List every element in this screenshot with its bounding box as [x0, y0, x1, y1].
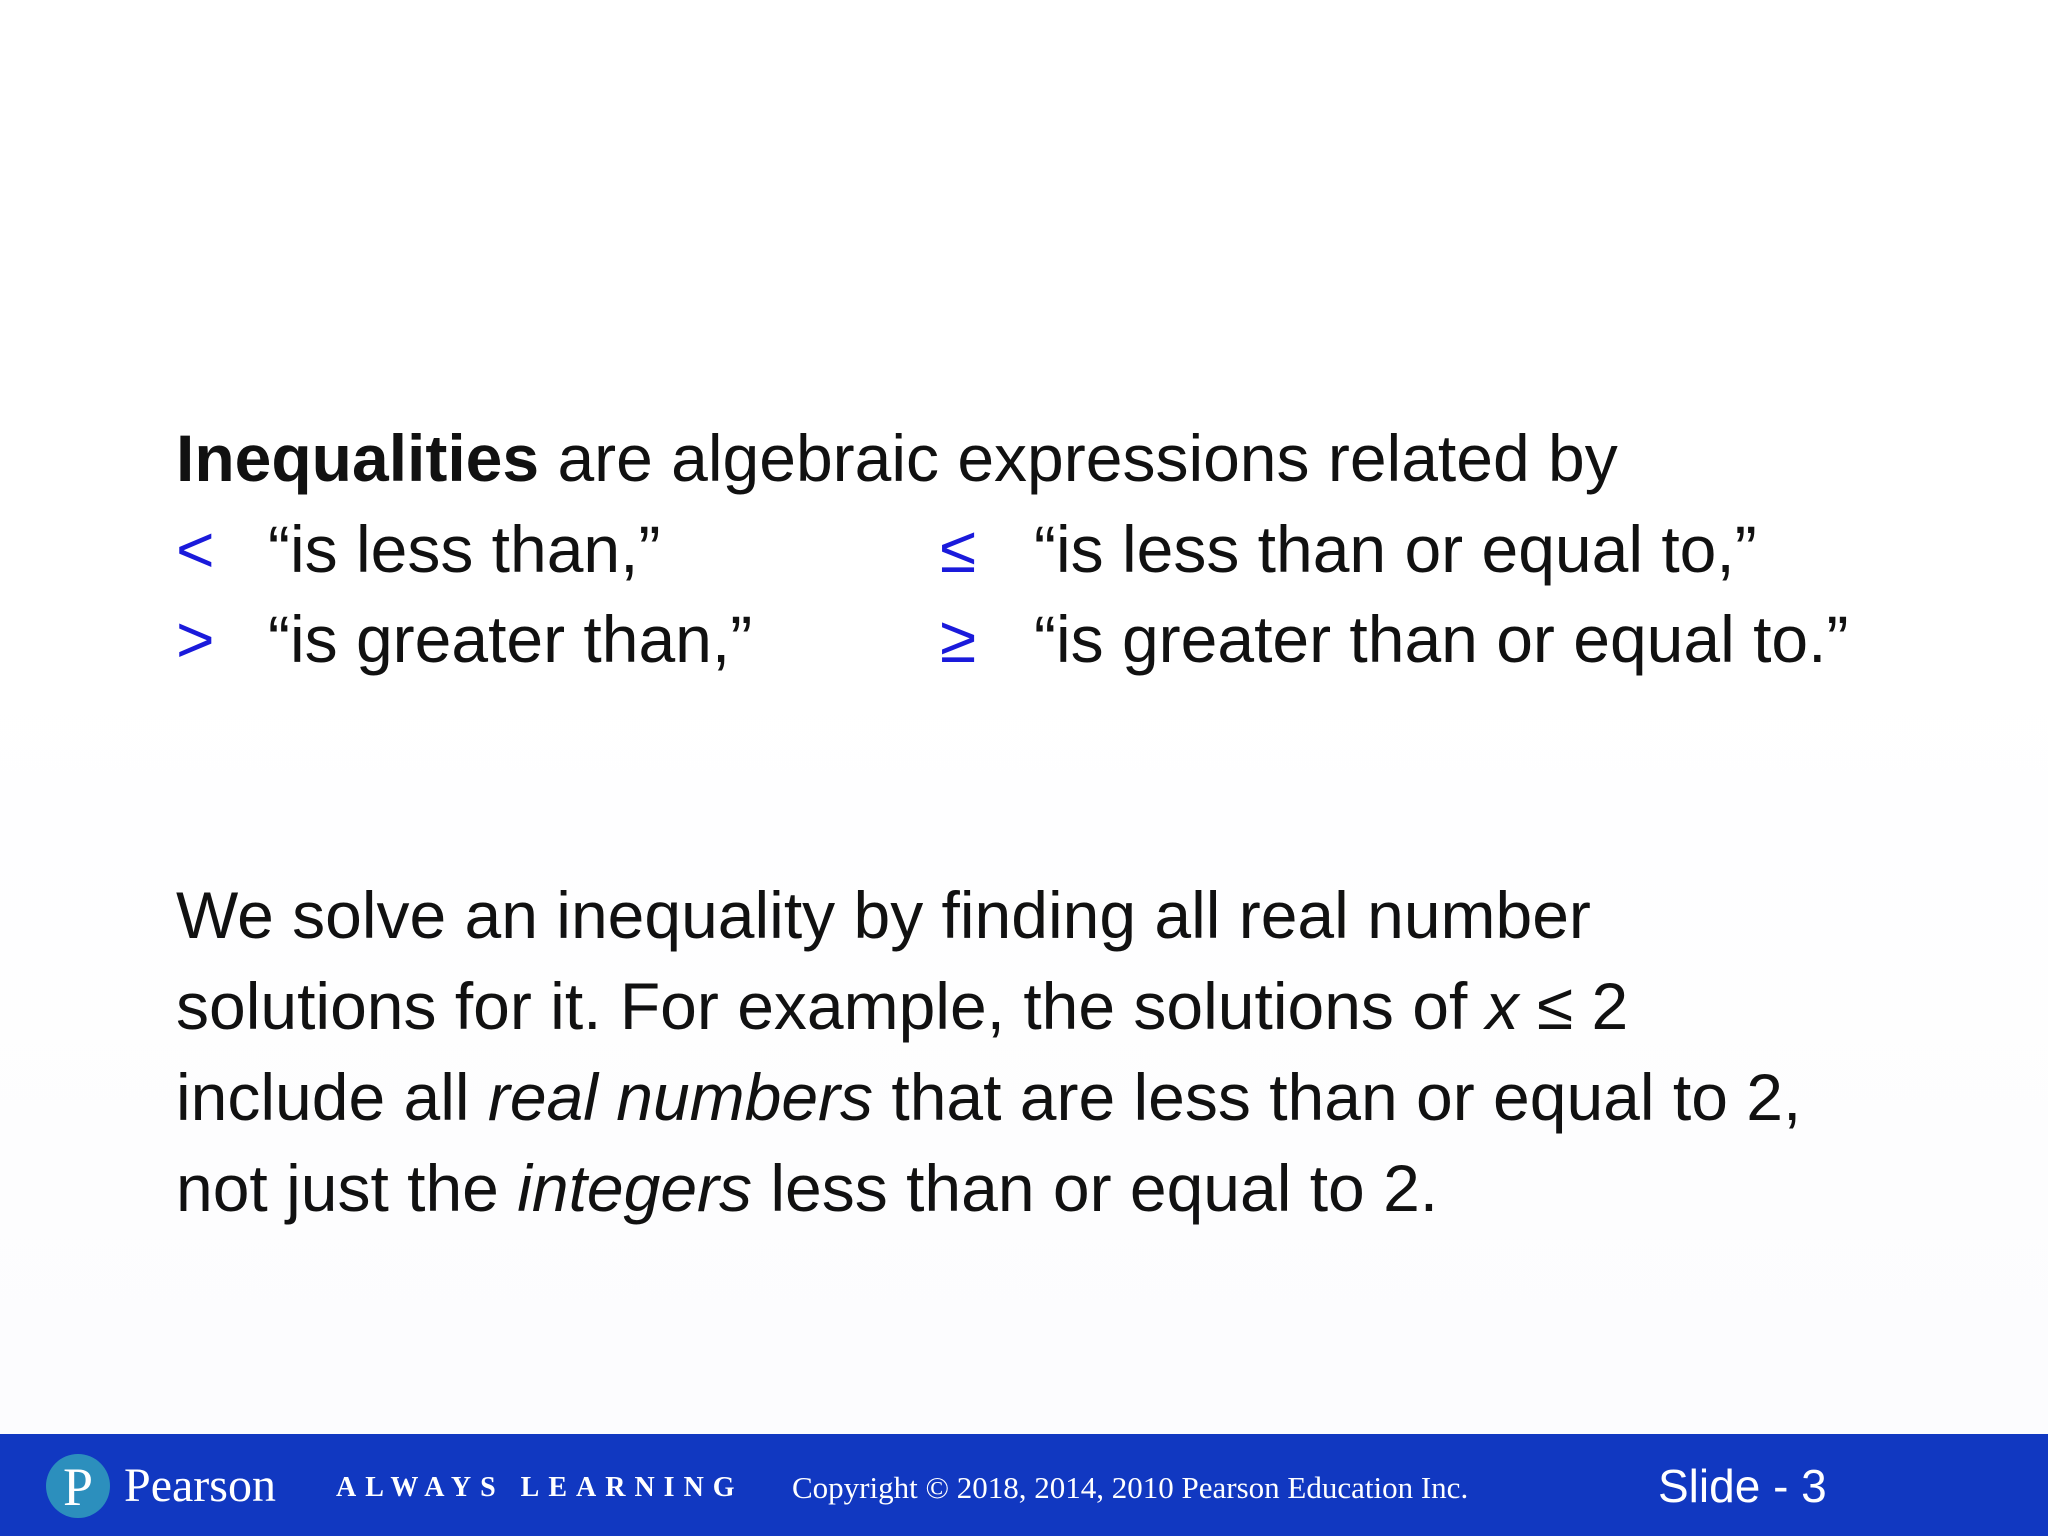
copyright-notice: Copyright © 2018, 2014, 2010 Pearson Education Inc. — [792, 1470, 1469, 1505]
emphasis-real-numbers: real numbers — [487, 1060, 874, 1134]
paragraph-line-2 — [176, 961, 1976, 1052]
paragraph-line-4 — [176, 1143, 1976, 1234]
paragraph-line-3 — [176, 1052, 1976, 1143]
line4-text-b: less than or equal to 2. — [752, 1151, 1439, 1225]
less-than-text: “is less than,” — [268, 512, 661, 586]
less-or-equal-symbol: ≤ — [940, 512, 977, 586]
explanation-paragraph — [176, 870, 1976, 1234]
variable-x: x — [1485, 969, 1519, 1043]
pearson-logo-icon — [46, 1454, 110, 1518]
greater-than-text: “is greater than,” — [268, 602, 753, 676]
line2-text-a: solutions for it. For example, the solutions of — [176, 969, 1486, 1043]
relations-row-1 — [176, 504, 1976, 594]
relations-row-2 — [176, 594, 1976, 684]
line3-text-a: include all — [176, 1060, 488, 1134]
greater-or-equal-text: “is greater than or equal to.” — [1034, 602, 1849, 676]
brand-name: Pearson — [124, 1459, 276, 1512]
intro-sentence — [176, 418, 1618, 498]
paragraph-line-1: We solve an inequality by finding all real number — [176, 878, 1591, 952]
intro-term: Inequalities — [176, 421, 540, 495]
emphasis-integers: integers — [517, 1151, 753, 1225]
footer-bar — [0, 1434, 2048, 1536]
greater-than-symbol: > — [176, 602, 215, 676]
logo-letter: P — [62, 1457, 94, 1517]
line2-text-b: ≤ 2 — [1518, 969, 1629, 1043]
less-or-equal-text: “is less than or equal to,” — [1034, 512, 1757, 586]
less-than-symbol: < — [176, 512, 215, 586]
tagline: ALWAYS LEARNING — [336, 1472, 744, 1503]
slide-number: Slide - 3 — [1658, 1460, 1827, 1512]
line3-text-b: that are less than or equal to 2, — [873, 1060, 1802, 1134]
line4-text-a: not just the — [176, 1151, 518, 1225]
intro-rest: are algebraic expressions related by — [539, 421, 1618, 495]
greater-or-equal-symbol: ≥ — [940, 602, 977, 676]
